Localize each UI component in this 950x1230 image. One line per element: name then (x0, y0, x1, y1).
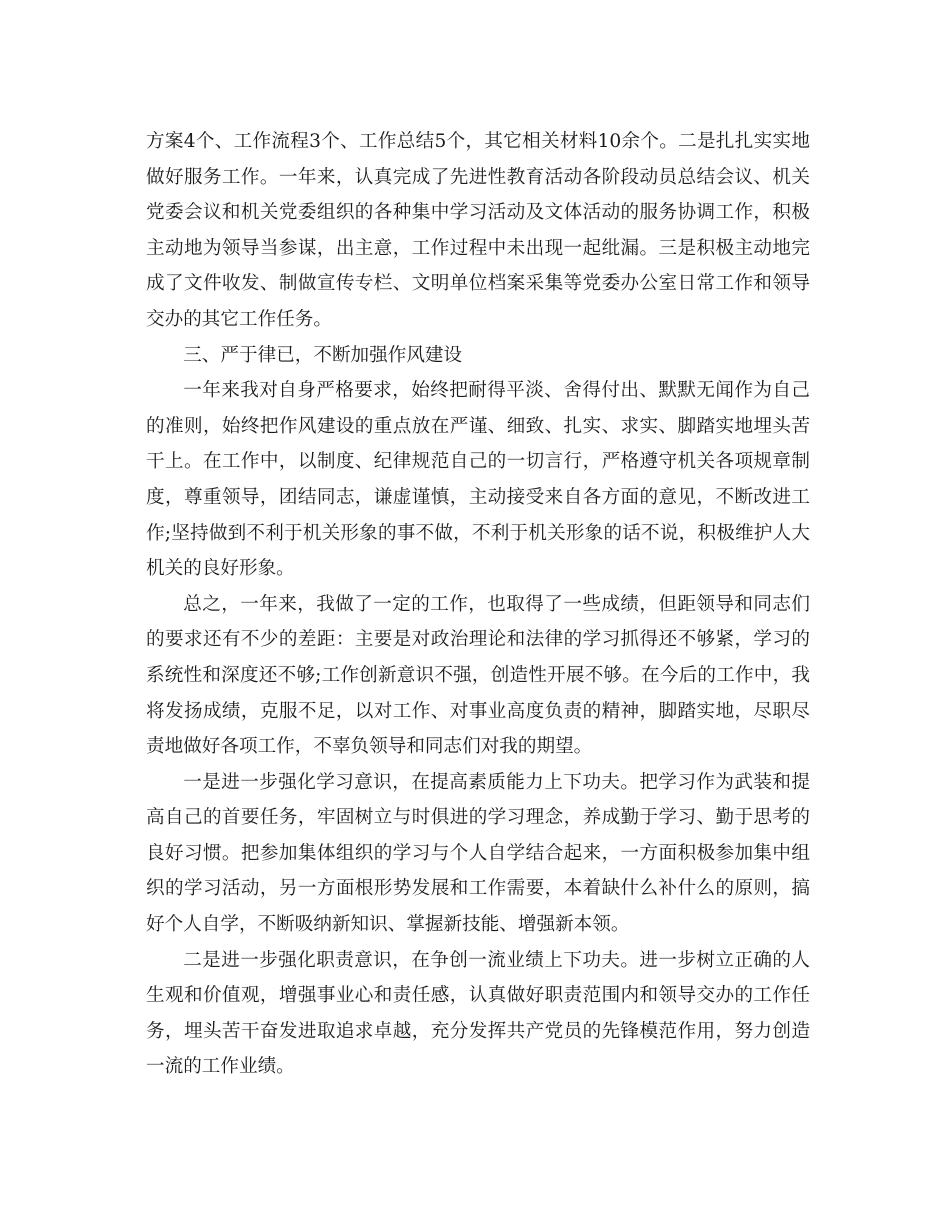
paragraph-study: 一是进一步强化学习意识，在提高素质能力上下功夫。把学习作为武装和提高自己的首要任务，牢固树立与时俱进的学习理念，养成勤于学习、勤于思考的良好习惯。把参加集体组织的学习与个人自学结合起来，一方面积极参加集中组织的学习活动，另一方面根形势发展和工作需要，本着缺什么补什么的原则，搞好个人自学，不断吸纳新知识、掌握新技能、增强新本领。 (146, 771, 810, 936)
section-heading: 三、严于律已，不断加强作风建设 (183, 344, 463, 366)
paragraph-conduct: 一年来我对自身严格要求，始终把耐得平淡、舍得付出、默默无闻作为自己的准则，始终把作风建设的重点放在严谨、细致、扎实、求实、脚踏实地埋头苦干上。在工作中，以制度、纪律规范自己的一切言行，严格遵守机关各项规章制度，尊重领导，团结同志，谦虚谨慎，主动接受来自各方面的意见，不断改进工作;坚持做到不利于机关形象的事不做，不利于机关形象的话不说，积极维护人大机关的良好形象。 (146, 380, 810, 580)
paragraph-duty: 二是进一步强化职责意识，在争创一流业绩上下功夫。进一步树立正确的人生观和价值观，增强事业心和责任感，认真做好职责范围内和领导交办的工作任务，埋头苦干奋发进取追求卓越，充分发挥共产党员的先锋模范作用，努力创造一流的工作业绩。 (146, 949, 810, 1078)
paragraph-summary: 总之，一年来，我做了一定的工作，也取得了一些成绩，但距领导和同志们的要求还有不少的差距：主要是对政治理论和法律的学习抓得还不够紧，学习的系统性和深度还不够;工作创新意识不强，创造性开展不够。在今后的工作中，我将发扬成绩，克服不足，以对工作、对事业高度负责的精神，脚踏实地，尽职尽责地做好各项工作，不辜负领导和同志们对我的期望。 (146, 593, 810, 758)
document-body (146, 124, 810, 1085)
paragraph-continuation: 方案4个、工作流程3个、工作总结5个，其它相关材料10余个。二是扎扎实实地做好服务工作。一年来，认真完成了先进性教育活动各阶段动员总结会议、机关党委会议和机关党委组织的各种集中学习活动及文体活动的服务协调工作，积极主动地为领导当参谋，出主意，工作过程中未出现一起纰漏。三是积极主动地完成了文件收发、制做宣传专栏、文明单位档案采集等党委办公室日常工作和领导交办的其它工作任务。 (146, 131, 810, 330)
